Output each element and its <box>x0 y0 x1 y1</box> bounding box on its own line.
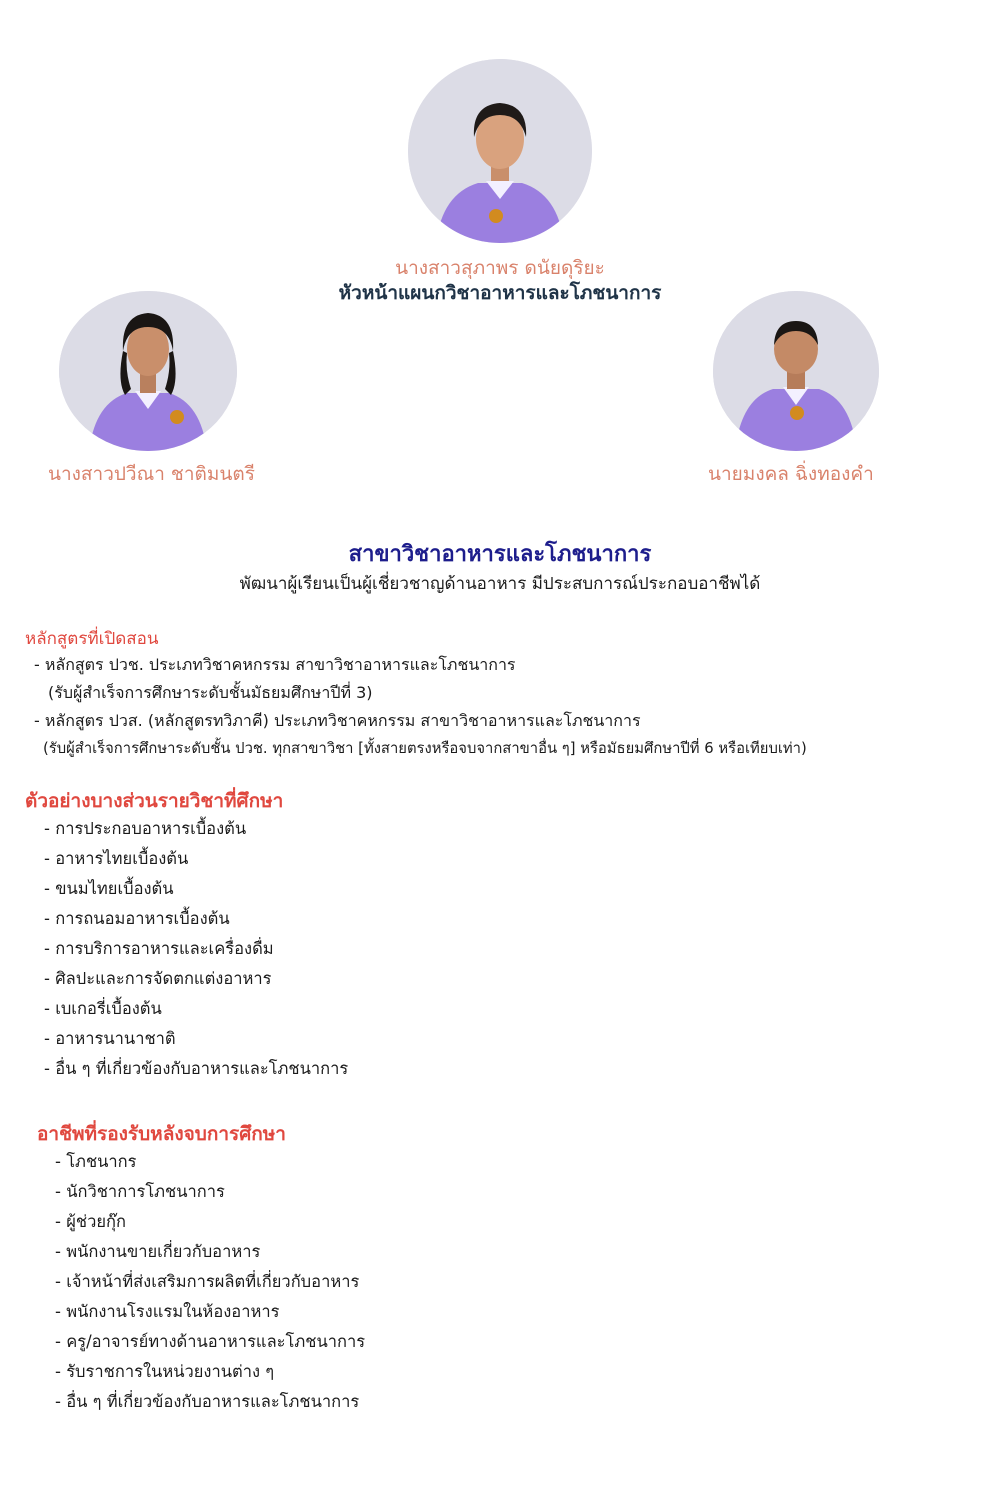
staff-left-avatar <box>59 291 237 451</box>
list-item: - การถนอมอาหารเบื้องต้น <box>44 909 230 928</box>
department-subtitle: พัฒนาผู้เรียนเป็นผู้เชี่ยวชาญด้านอาหาร มีประสบการณ์ประกอบอาชีพได้ <box>239 574 761 594</box>
staff-right-name: นายมงคล ฉิ่งทองคำ <box>708 463 874 485</box>
staff-right-avatar <box>713 291 879 451</box>
department-title: สาขาวิชาอาหารและโภชนาการ <box>348 542 652 567</box>
list-item: - โภชนากร <box>55 1152 137 1171</box>
subjects-list <box>44 814 348 1084</box>
list-item: - พนักงานโรงแรมในห้องอาหาร <box>55 1302 280 1321</box>
list-item: - รับราชการในหน่วยงานต่าง ๆ <box>55 1362 275 1381</box>
list-item: - ขนมไทยเบื้องต้น <box>44 879 174 898</box>
list-item: - อื่น ๆ ที่เกี่ยวข้องกับอาหารและโภชนาการ <box>55 1392 360 1411</box>
head-avatar <box>408 59 592 243</box>
careers-list <box>55 1147 365 1417</box>
course-line: (รับผู้สำเร็จการศึกษาระดับชั้น ปวช. ทุกสาขาวิชา [ทั้งสายตรงหรือจบจากสาขาอื่น ๆ] หรือมัธยมศึกษาปีที่ 6 หรือเทียบเท่า) <box>43 740 807 757</box>
list-item: - อาหารไทยเบื้องต้น <box>44 849 189 868</box>
course-line: (รับผู้สำเร็จการศึกษาระดับชั้นมัธยมศึกษาปีที่ 3) <box>48 683 373 702</box>
list-item: - เบเกอรี่เบื้องต้น <box>44 999 162 1018</box>
list-item: - อื่น ๆ ที่เกี่ยวข้องกับอาหารและโภชนาการ <box>44 1059 349 1078</box>
courses-heading: หลักสูตรที่เปิดสอน <box>25 629 159 649</box>
course-line: - หลักสูตร ปวส. (หลักสูตรทวิภาคี) ประเภทวิชาคหกรรม สาขาวิชาอาหารและโภชนาการ <box>34 711 641 730</box>
list-item: - ศิลปะและการจัดตกแต่งอาหาร <box>44 969 272 988</box>
course-line: - หลักสูตร ปวช. ประเภทวิชาคหกรรม สาขาวิชาอาหารและโภชนาการ <box>34 655 516 674</box>
list-item: - อาหารนานาชาติ <box>44 1029 176 1048</box>
list-item: - ผู้ช่วยกุ๊ก <box>55 1212 126 1231</box>
list-item: - การบริการอาหารและเครื่องดื่ม <box>44 939 274 958</box>
head-name: นางสาวสุภาพร ดนัยดุริยะ <box>395 257 605 279</box>
list-item: - ครู/อาจารย์ทางด้านอาหารและโภชนาการ <box>55 1332 366 1351</box>
list-item: - การประกอบอาหารเบื้องต้น <box>44 819 247 838</box>
staff-left-name: นางสาวปวีณา ชาติมนตรี <box>48 463 255 485</box>
list-item: - นักวิชาการโภชนาการ <box>55 1182 225 1201</box>
careers-heading: อาชีพที่รองรับหลังจบการศึกษา <box>37 1123 286 1145</box>
list-item: - พนักงานขายเกี่ยวกับอาหาร <box>55 1242 261 1261</box>
list-item: - เจ้าหน้าที่ส่งเสริมการผลิตที่เกี่ยวกับอาหาร <box>55 1272 360 1291</box>
subjects-heading: ตัวอย่างบางส่วนรายวิชาที่ศึกษา <box>25 790 284 812</box>
head-role: หัวหน้าแผนกวิชาอาหารและโภชนาการ <box>338 282 662 304</box>
